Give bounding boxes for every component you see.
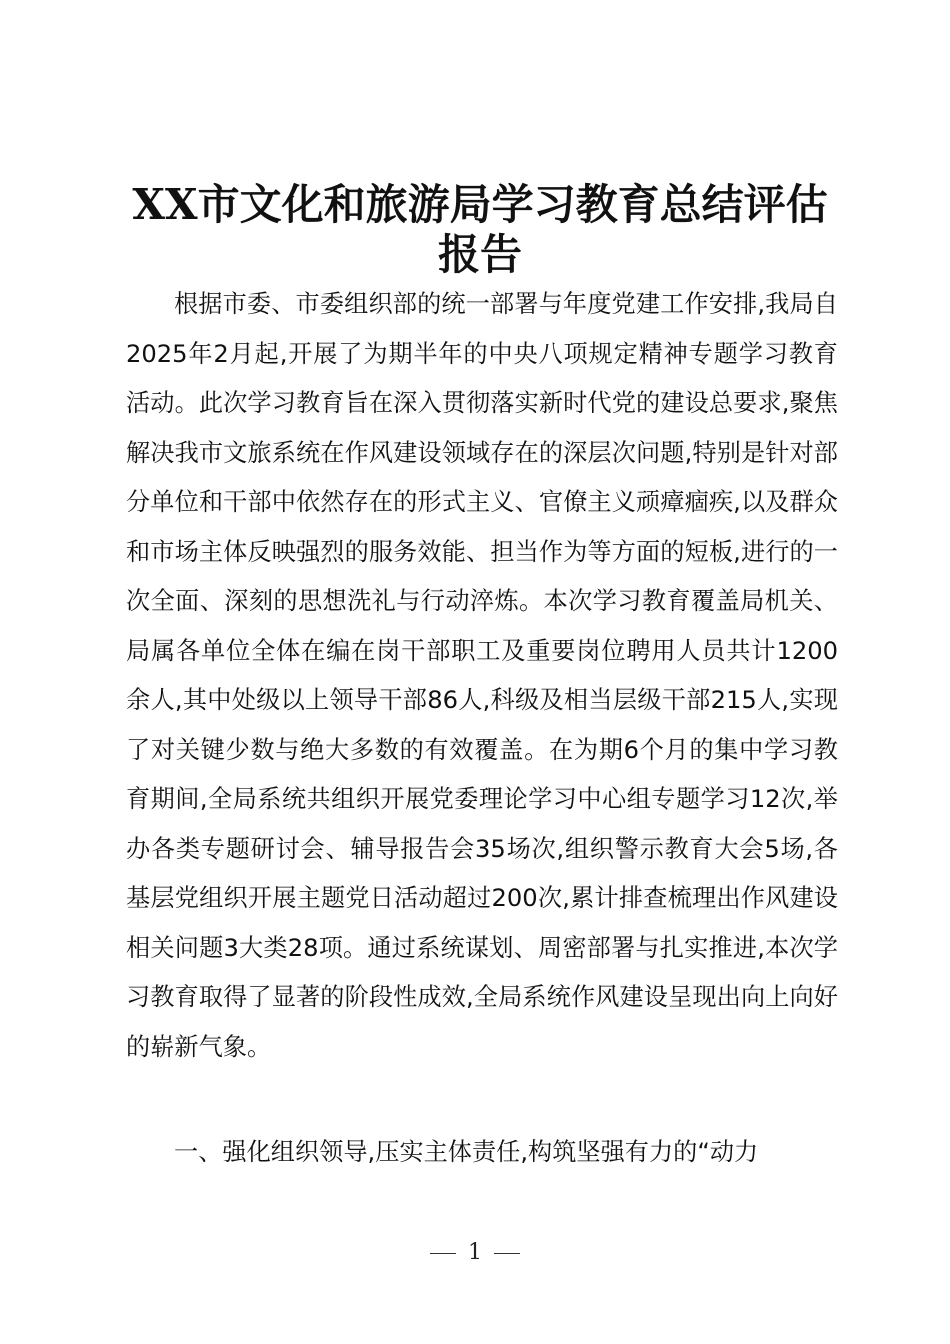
body-paragraph: 根据市委、市委组织部的统一部署与年度党建工作安排,我局自2025年2月起,开展了为期半年的中央八项规定精神专题学习教育活动。此次学习教育旨在深入贯彻落实新时代党的建设总要求,聚焦解决我市文旅系统在作风建设领域存在的深层次问题,特别是针对部分单位和干部中依然存在的形式主义、官僚主义顽瘴痼疾,以及群众和市场主体反映强烈的服务效能、担当作为等方面的短板,进行的一次全面、深刻的思想洗礼与行动淬炼。本次学习教育覆盖局机关、局属各单位全体在编在岗干部职工及重要岗位聘用人员共计1200余人,其中处级以上领导干部86人,科级及相当层级干部215人,实现了对关键少数与绝大多数的有效覆盖。在为期6个月的集中学习教育期间,全局系统共组织开展党委理论学习中心组专题学习12次,举办各类专题研讨会、辅导报告会35场次,组织警示教育大会5场,各基层党组织开展主题党日活动超过200次,累计排查梳理出作风建设相关问题3大类28项。通过系统谋划、周密部署与扎实推进,本次学习教育取得了显著的阶段性成效,全局系统作风建设呈现出向上向好的崭新气象。 [126, 290, 838, 1061]
footer-dash-left [430, 1253, 456, 1254]
document-title: XX市文化和旅游局学习教育总结评估报告 [132, 180, 828, 279]
footer-dash-right [494, 1253, 520, 1254]
page-footer [0, 1240, 950, 1265]
document-body [126, 280, 838, 1072]
section-heading: 一、强化组织领导,压实主体责任,构筑坚强有力的“动力 [174, 1138, 759, 1166]
page-number: 1 [468, 1240, 482, 1265]
